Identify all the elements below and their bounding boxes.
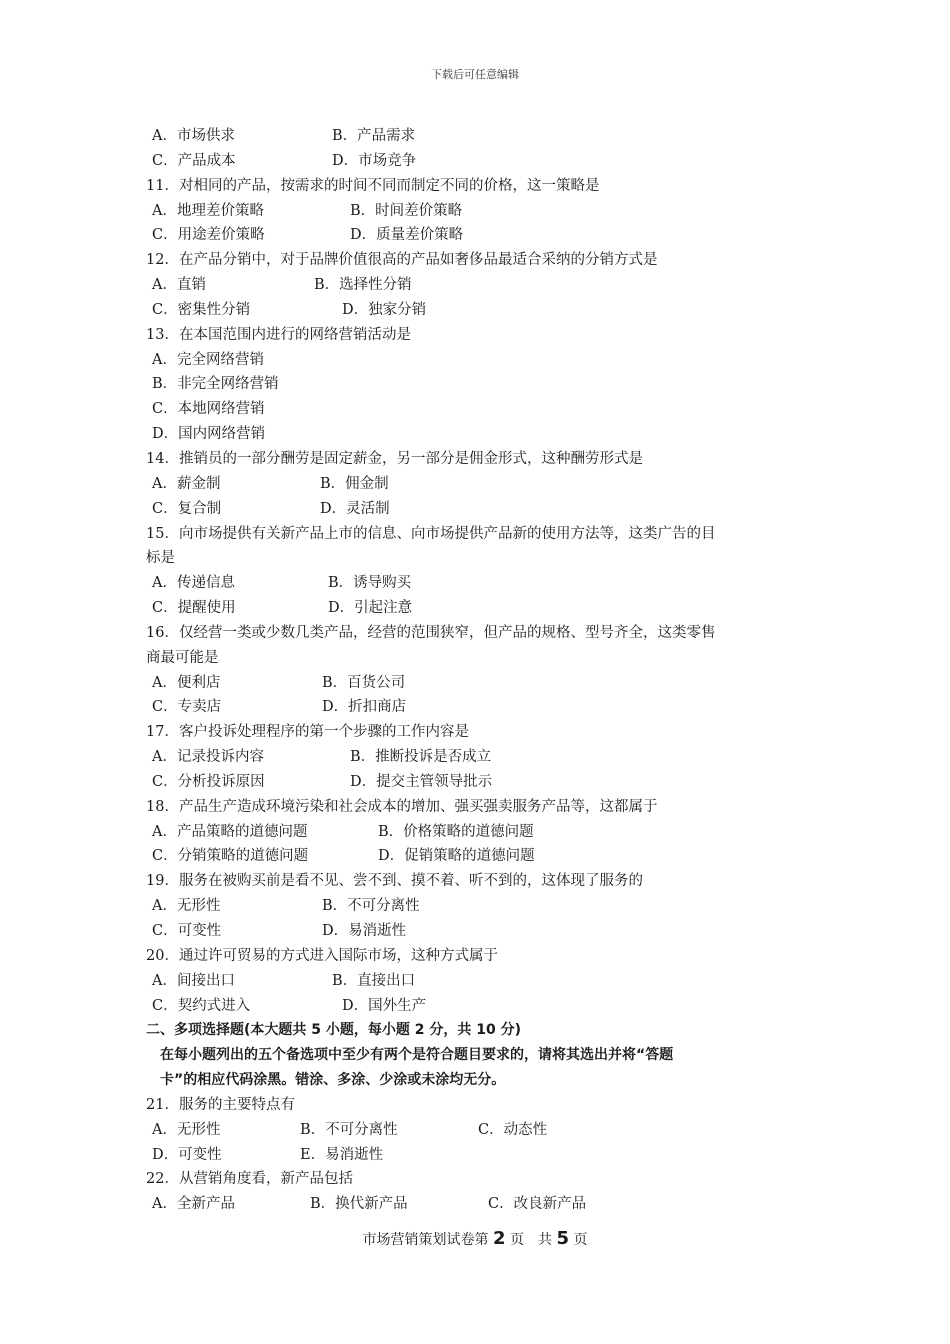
option-b: B．诱导购买	[328, 575, 412, 592]
option-a: C．复合制	[152, 500, 222, 517]
option-line	[146, 348, 826, 373]
option-b: B．价格策略的道德问题	[378, 823, 534, 840]
option-c: C．改良新产品	[488, 1196, 587, 1213]
option-a: C．分销策略的道德问题	[152, 848, 309, 865]
option-a: D．可变性	[152, 1146, 222, 1163]
question-continuation: 标是	[146, 550, 175, 567]
option-a: A．地理差价策略	[152, 202, 264, 219]
option-line	[146, 844, 826, 869]
option-a: C．契约式进入	[152, 997, 251, 1014]
option-b: B．推断投诉是否成立	[350, 749, 492, 766]
option-b: B．时间差价策略	[350, 202, 463, 219]
option-line	[146, 894, 826, 919]
option-a: C．提醒使用	[152, 600, 236, 617]
option-a: C．密集性分销	[152, 301, 251, 318]
section-heading: 二、多项选择题(本大题共 5 小题，每小题 2 分，共 10 分)	[146, 1022, 522, 1039]
option-b: D．独家分销	[342, 301, 427, 318]
page-header-note: 下载后可任意编辑	[431, 68, 519, 81]
option-line	[146, 919, 826, 944]
option-b: D．促销策略的道德问题	[378, 848, 535, 865]
option-b: B．产品需求	[332, 128, 416, 144]
question-stem: 14．推销员的一部分酬劳是固定薪金，另一部分是佣金形式，这种酬劳形式是	[146, 450, 643, 467]
option-a: A．无形性	[152, 1121, 221, 1138]
option-b: B．不可分离性	[300, 1121, 398, 1138]
option-line	[146, 1192, 826, 1217]
option-line	[146, 298, 826, 323]
option-line	[146, 397, 826, 422]
option-a: A．便利店	[152, 674, 221, 691]
question-stem: 22．从营销角度看，新产品包括	[146, 1171, 353, 1188]
section-instruction: 卡”的相应代码涂黑。错涂、多涂、少涂或未涂均无分。	[160, 1072, 506, 1089]
question-stem: 19．服务在被购买前是看不见、尝不到、摸不着、听不到的，这体现了服务的	[146, 873, 643, 890]
section-instruction: 在每小题列出的五个备选项中至少有两个是符合题目要求的，请将其选出并将“答题	[160, 1047, 674, 1064]
option-line	[146, 472, 826, 497]
question-stem: 16．仅经营一类或少数几类产品，经营的范围狭窄，但产品的规格、型号齐全，这类零售	[146, 624, 716, 641]
option-b: D．折扣商店	[322, 699, 407, 716]
option-a: A．间接出口	[152, 972, 235, 989]
question-continuation: 商最可能是	[146, 649, 219, 666]
question-stem: 12．在产品分销中，对于品牌价值很高的产品如奢侈品最适合采纳的分销方式是	[146, 252, 658, 269]
option-line	[146, 149, 826, 174]
option-a: A．直销	[152, 277, 206, 294]
option-b: B．不可分离性	[322, 898, 420, 915]
option-b: D．易消逝性	[322, 923, 407, 939]
option-b: D．国外生产	[342, 997, 427, 1014]
option-a: A．薪金制	[152, 475, 221, 492]
option-a: C．可变性	[152, 923, 222, 939]
option-a: A．记录投诉内容	[152, 749, 264, 766]
option-line	[146, 372, 826, 397]
option-line	[146, 422, 826, 447]
option-b: B．直接出口	[332, 972, 416, 989]
option-line	[146, 671, 826, 696]
option-b: B．百货公司	[322, 674, 406, 691]
option-b: D．灵活制	[320, 500, 390, 517]
option-line	[146, 969, 826, 994]
option-c: C．动态性	[478, 1121, 548, 1138]
question-stem: 21．服务的主要特点有	[146, 1096, 295, 1113]
option-a: D．国内网络营销	[152, 426, 266, 443]
question-stem: 20．通过许可贸易的方式进入国际市场，这种方式属于	[146, 947, 498, 964]
option-line	[146, 1143, 826, 1168]
question-stem: 11．对相同的产品，按需求的时间不同而制定不同的价格，这一策略是	[146, 177, 600, 194]
question-stem: 13．在本国范围内进行的网络营销活动是	[146, 326, 411, 343]
option-b: D．市场竞争	[332, 152, 417, 169]
option-a: A．产品策略的道德问题	[152, 823, 308, 840]
option-line	[146, 994, 826, 1019]
option-line	[146, 124, 826, 149]
option-a: A．市场供求	[152, 128, 235, 144]
option-line	[146, 820, 826, 845]
option-line	[146, 1118, 826, 1143]
option-line	[146, 497, 826, 522]
option-a: C．专卖店	[152, 699, 222, 716]
option-line	[146, 199, 826, 224]
option-b: B．换代新产品	[310, 1196, 408, 1213]
option-a: B．非完全网络营销	[152, 376, 279, 393]
option-a: C．本地网络营销	[152, 401, 265, 418]
question-stem: 15．向市场提供有关新产品上市的信息、向市场提供产品新的使用方法等，这类广告的目	[146, 525, 716, 542]
option-b: D．引起注意	[328, 600, 413, 617]
footer-prefix: 市场营销策划试卷第	[362, 1232, 489, 1248]
option-a: A．完全网络营销	[152, 351, 264, 368]
option-line	[146, 273, 826, 298]
option-b: D．质量差价策略	[350, 227, 464, 244]
footer-page-number: 2	[493, 1228, 506, 1249]
option-line	[146, 695, 826, 720]
option-a: C．用途差价策略	[152, 227, 265, 244]
option-a: C．分析投诉原因	[152, 773, 265, 790]
option-b: E．易消逝性	[300, 1146, 384, 1163]
option-a: C．产品成本	[152, 152, 236, 169]
option-line	[146, 571, 826, 596]
footer-suffix: 页	[573, 1232, 588, 1248]
option-line	[146, 596, 826, 621]
question-stem: 18．产品生产造成环境污染和社会成本的增加、强买强卖服务产品等，这都属于	[146, 798, 658, 815]
option-a: A．全新产品	[152, 1196, 235, 1213]
question-stem: 17．客户投诉处理程序的第一个步骤的工作内容是	[146, 724, 469, 741]
option-line	[146, 745, 826, 770]
page-footer	[0, 1228, 950, 1249]
exam-content	[146, 124, 826, 1217]
footer-total-pages: 5	[556, 1228, 569, 1249]
option-line	[146, 223, 826, 248]
option-b: B．佣金制	[320, 475, 389, 492]
option-line	[146, 770, 826, 795]
option-b: B．选择性分销	[314, 277, 412, 294]
option-b: D．提交主管领导批示	[350, 773, 493, 790]
option-a: A．无形性	[152, 898, 221, 915]
footer-mid: 页 共	[510, 1232, 552, 1248]
option-a: A．传递信息	[152, 575, 235, 592]
